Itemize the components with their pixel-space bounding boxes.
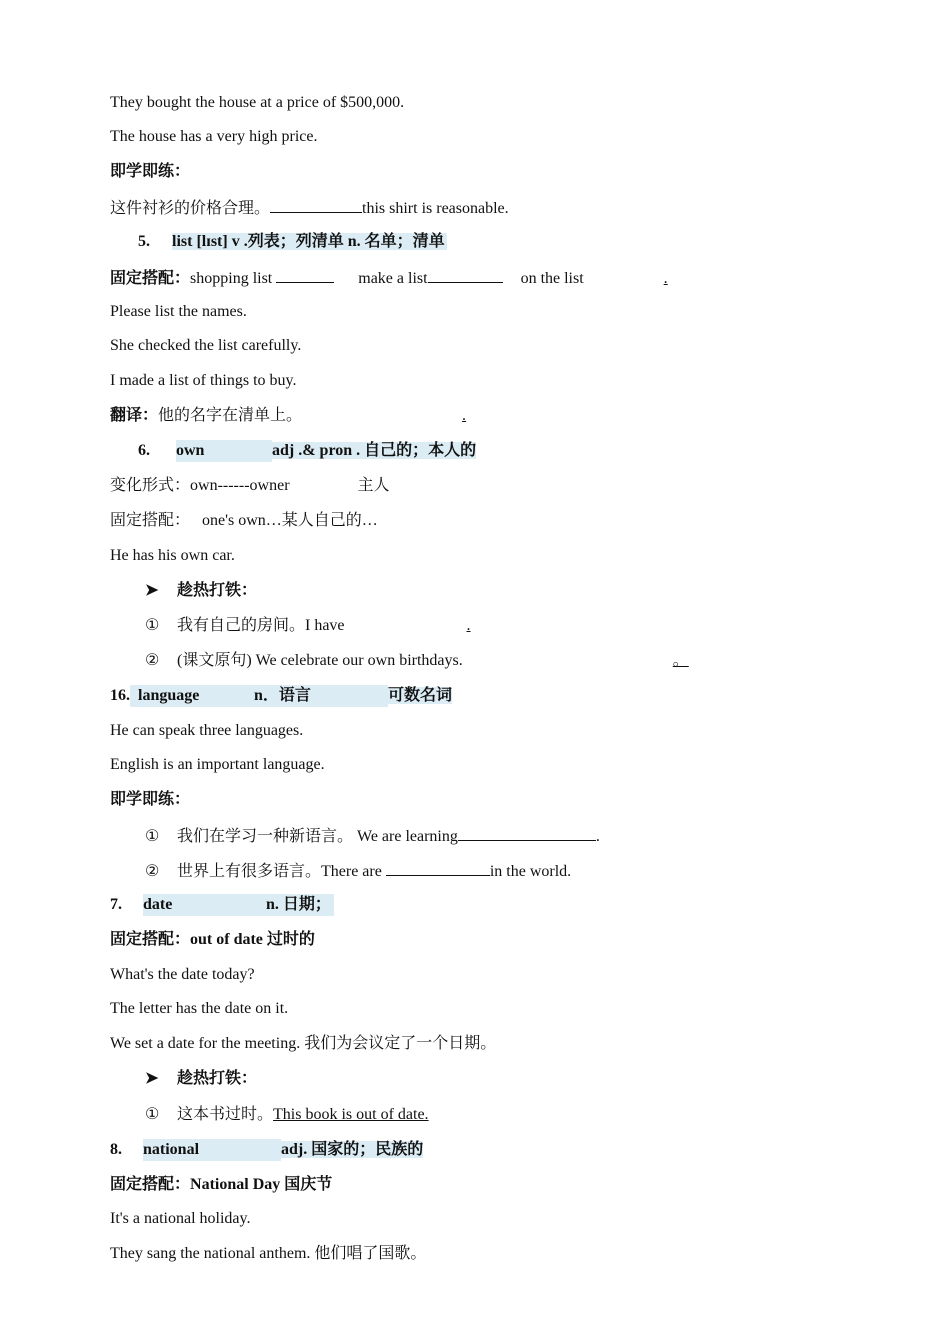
example-sentence: They sang the national anthem. 他们唱了国歌。 <box>110 1245 427 1262</box>
answer-blank[interactable] <box>302 405 462 427</box>
collocation-line <box>110 266 668 288</box>
vocab-note: 可数名词 <box>388 687 453 704</box>
exercise-line <box>145 615 471 637</box>
collocation-line <box>110 1174 332 1196</box>
answer-blank[interactable] <box>473 650 673 672</box>
vocab-heading <box>138 231 447 253</box>
forms-line <box>110 475 390 497</box>
practice-heading: 即学即练： <box>110 163 191 180</box>
vocab-pos: adj .& pron . 自己的；本人的 <box>272 442 477 459</box>
practice-heading <box>145 580 257 602</box>
vocab-pos: n．语言 <box>254 685 388 707</box>
practice-heading: 即学即练： <box>110 791 191 808</box>
arrow-bullet-icon: ➤ <box>145 1070 159 1087</box>
vocab-word: date <box>143 894 266 916</box>
forms-label: 变化形式： <box>110 477 191 494</box>
answer-blank[interactable] <box>428 266 503 283</box>
collocation-line <box>110 929 315 951</box>
practice-label: 趁热打铁： <box>177 582 258 599</box>
collocation-item: one's own…某人自己的… <box>202 512 378 529</box>
vocab-word: own <box>176 440 272 462</box>
exercise-prompt: 世界上有很多语言。There are <box>177 863 382 880</box>
translation-prompt: 他的名字在清单上。 <box>158 407 303 424</box>
collocation-item: shopping list <box>190 270 273 287</box>
example-sentence: They bought the house at a price of $500,000. <box>110 94 405 111</box>
circled-number: ② <box>145 652 160 669</box>
vocab-number: 5. <box>138 233 150 250</box>
example-sentence: The letter has the date on it. <box>110 1000 289 1017</box>
example-sentence: She checked the list carefully. <box>110 337 302 354</box>
punctuation: . <box>462 407 467 424</box>
answer-blank[interactable] <box>276 266 334 283</box>
translation-label: 翻译： <box>110 407 159 424</box>
collocation-item: National Day 国庆节 <box>190 1176 333 1193</box>
answer-blank[interactable] <box>349 615 467 637</box>
exercise-prompt: 我有自己的房间。I have <box>177 617 345 634</box>
collocation-label: 固定搭配： <box>110 270 191 287</box>
collocation-label: 固定搭配： <box>110 512 191 529</box>
example-sentence: The house has a very high price. <box>110 128 318 145</box>
vocab-number: 8. <box>110 1141 122 1158</box>
collocation-item: out of date 过时的 <box>190 931 315 948</box>
exercise-line <box>145 1104 429 1126</box>
exercise-line <box>110 196 509 218</box>
exercise-prompt: 这本书过时。 <box>177 1106 274 1123</box>
exercise-line <box>145 859 571 881</box>
example-sentence: English is an important language. <box>110 756 325 773</box>
forms-text: own------owner <box>190 477 290 494</box>
exercise-line <box>145 650 693 672</box>
example-sentence: Please list the names. <box>110 303 247 320</box>
vocab-heading <box>110 894 334 916</box>
vocab-number: 6. <box>138 442 150 459</box>
forms-meaning: 主人 <box>357 477 390 494</box>
circled-number: ① <box>145 617 160 634</box>
exercise-line <box>145 824 600 846</box>
example-sentence: It's a national holiday. <box>110 1210 251 1227</box>
collocation-label: 固定搭配： <box>110 1176 191 1193</box>
exercise-rest: in the world. <box>489 863 572 880</box>
collocation-item: on the list <box>520 270 584 287</box>
punctuation: . <box>466 617 471 634</box>
punctuation: . <box>663 270 668 287</box>
practice-label: 趁热打铁： <box>177 1070 258 1087</box>
vocab-number: 16. <box>110 687 130 704</box>
exercise-prompt: (课文原句) We celebrate our own birthdays. <box>177 652 463 669</box>
collocation-line <box>110 510 378 532</box>
answer-blank[interactable] <box>584 268 664 290</box>
vocab-pos: adj. 国家的；民族的 <box>281 1141 424 1158</box>
vocab-heading <box>110 1139 423 1161</box>
vocab-heading <box>138 440 476 462</box>
exercise-answer: This book is out of date. <box>273 1106 429 1123</box>
example-sentence: He has his own car. <box>110 547 235 564</box>
punctuation: . <box>595 828 600 845</box>
vocab-number: 7. <box>110 896 122 913</box>
collocation-item: make a list <box>358 270 428 287</box>
answer-blank[interactable] <box>458 824 596 841</box>
vocab-pos: n. 日期； <box>266 894 334 916</box>
vocab-word: national <box>143 1139 281 1161</box>
circled-number: ② <box>145 863 160 880</box>
punctuation: 。 <box>672 652 689 669</box>
exercise-prompt: 我们在学习一种新语言。 We are learning <box>177 828 458 845</box>
exercise-prompt: 这件衬衫的价格合理。 <box>110 200 271 217</box>
arrow-bullet-icon: ➤ <box>145 582 159 599</box>
answer-blank[interactable] <box>270 196 362 213</box>
vocab-title: list [lɪst] v .列表；列清单 n. 名单；清单 <box>172 233 445 250</box>
vocab-word: language <box>134 685 254 707</box>
circled-number: ① <box>145 828 160 845</box>
circled-number: ① <box>145 1106 160 1123</box>
practice-heading <box>145 1068 257 1090</box>
vocab-heading <box>110 685 452 707</box>
example-sentence: What's the date today? <box>110 966 255 983</box>
answer-blank[interactable] <box>386 859 490 876</box>
translation-line <box>110 405 466 427</box>
example-sentence: He can speak three languages. <box>110 722 304 739</box>
example-sentence: We set a date for the meeting. 我们为会议定了一个日期。 <box>110 1035 497 1052</box>
example-sentence: I made a list of things to buy. <box>110 372 297 389</box>
exercise-rest: this shirt is reasonable. <box>362 200 509 217</box>
collocation-label: 固定搭配： <box>110 931 191 948</box>
